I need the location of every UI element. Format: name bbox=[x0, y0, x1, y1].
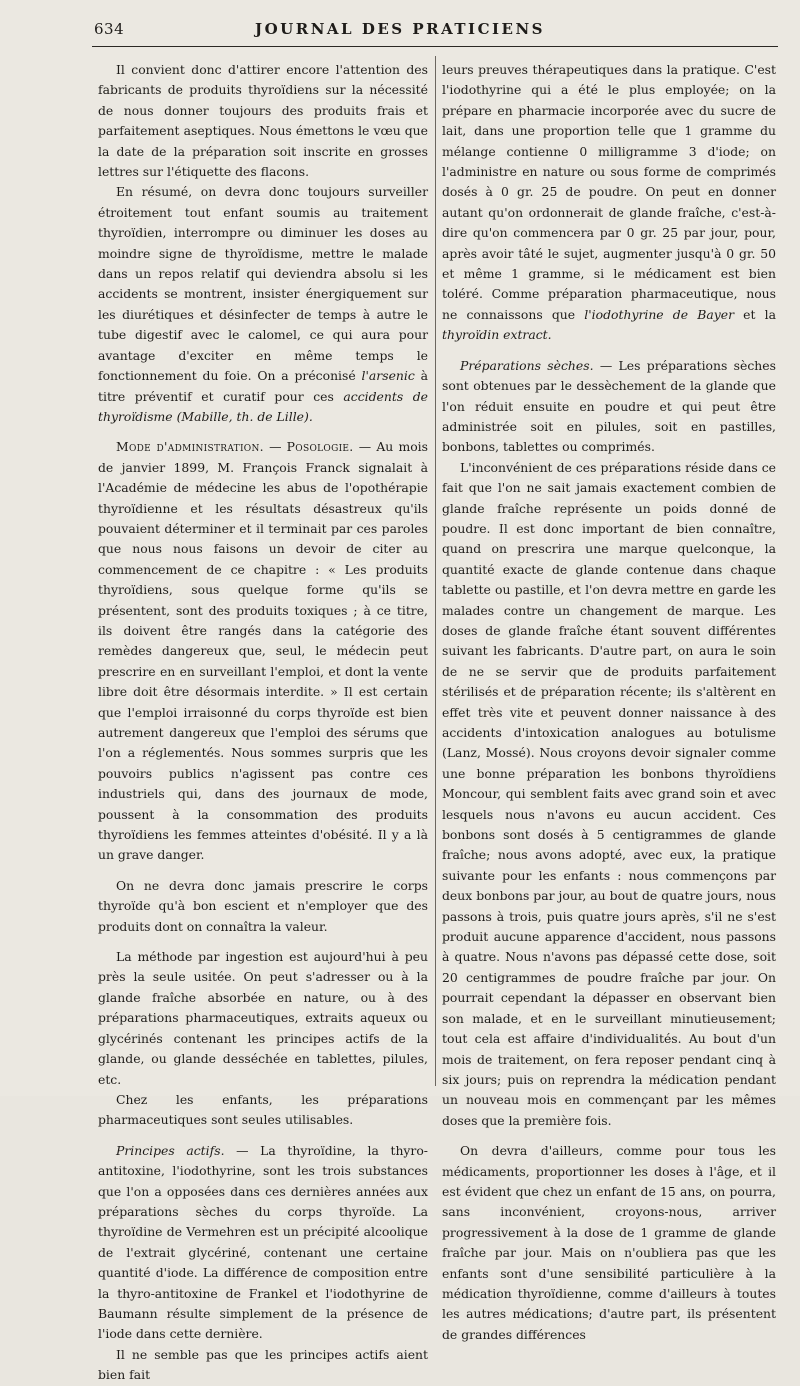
column-divider bbox=[435, 56, 436, 1086]
paragraph: L'inconvénient de ces préparations réside dans ce fait que l'on ne sait jamais exactement combien de glande fraîche représente un poids donné de poudre. Il est donc important de bien connaître, quand on prescrira une marque quelconque, la quantité exacte de glande contenue dans chaque tablette ou pastille, et l'on devra mettre en garde les malades contre un changement de marque. Les doses de glande fraîche étant souvent différentes suivant les fabricants. D'autre part, on aura le soin de ne se servir que de produits parfaitement stérilisés et de préparation récente; ils s'altèrent en effet très vite et peuvent donner naissance à des accidents d'intoxication analogues au botulisme (Lanz, Mossé). Nous croyons devoir signaler comme une bonne préparation les bonbons thyroïdiens Moncour, qui semblent faits avec grand soin et avec lesquels nous n'avons eu aucun accident. Ces bonbons sont dosés à 5 centigrammes de glande fraîche; nous avons adopté, avec eux, la pratique suivante pour les enfants : nous commençons par deux bonbons par jour, au bout de quatre jours, nous passons à trois, puis quatre jours après, s'il ne s'est produit aucune apparence d'accident, nous passons à quatre. Nous n'avons pas dépassé cette dose, soit 20 centigrammes de poudre fraîche par jour. On pourrait cependant la dépasser en observant bien son malade, et en le surveillant minutieusement; tout cela est affaire d'individualités. Au bout d'un mois de traitement, on fera reposer pendant cinq à six jours; puis on reprendra la médication pendant un nouveau mois en commençant par les mêmes doses que la première fois. bbox=[442, 459, 776, 1128]
section-heading: Posologie. bbox=[286, 439, 354, 455]
paragraph: On ne devra donc jamais prescrire le corps thyroïde qu'à bon escient et n'employer que des produits dont on connaîtra la valeur. bbox=[98, 877, 428, 934]
paragraph: Préparations sèches. — Les préparations sèches sont obtenues par le dessèchement de la glande que l'on réduit ensuite en poudre et qui peut être administrée soit en pilules, soit en pastilles, bonbons, tablettes ou comprimés. bbox=[442, 357, 776, 455]
paragraph: Il convient donc d'attirer encore l'attention des fabricants de produits thyroïdiens sur la nécessité de nous donner toujours des produits frais et parfaitement aseptiques. Nous émettons le vœu que la date de la préparation soit inscrite en grosses lettres sur l'étiquette des flacons. bbox=[98, 62, 428, 180]
page-number: 634 bbox=[94, 20, 125, 38]
left-column bbox=[98, 60, 428, 1386]
italic-reference: accidents de thyroïdisme (Mabille, th. de Lille). bbox=[98, 388, 428, 424]
paragraph: Il ne semble pas que les principes actifs aient bien fait bbox=[98, 1346, 428, 1383]
right-column bbox=[442, 60, 776, 1345]
italic-term: thyroïdin extract. bbox=[442, 327, 552, 343]
paragraph: leurs preuves thérapeutiques dans la pratique. C'est l'iodothyrine qui a été le plus employée; on la prépare en pharmacie incorporée avec du sucre de lait, dans une proportion telle que 1 gramme du mélange contienne 0 milligramme 3 d'iode; on l'administre en nature ou sous forme de comprimés dosés à 0 gr. 25 de poudre. On peut en donner autant qu'on ordonnerait de glande fraîche, c'est-à-dire qu'on commencera par 0 gr. 25 par jour, pour, après avoir tâté le sujet, augmenter jusqu'à 0 gr. 50 et même 1 gramme, si le médicament est bien toléré. Comme préparation pharmaceutique, nous ne connaissons que l'iodothyrine de Bayer et la thyroïdin extract. bbox=[442, 62, 776, 343]
italic-term: l'arsenic bbox=[361, 368, 415, 384]
italic-term: l'iodothyrine de Bayer bbox=[584, 306, 734, 322]
paragraph: On devra d'ailleurs, comme pour tous les médicaments, proportionner les doses à l'âge, et il est évident que chez un enfant de 15 ans, on pourra, sans inconvénient, croyons-nous, arriver progressivement à la dose de 1 gramme de glande fraîche par jour. Mais on n'oubliera pas que les enfants sont d'une sensibilité particulière à la médication thyroïdienne, comme d'ailleurs à toutes les autres médications; d'autre part, ils présentent de grandes différences bbox=[442, 1143, 776, 1342]
paragraph: En résumé, on devra donc toujours surveiller étroitement tout enfant soumis au traitement thyroïdien, interrompre ou diminuer les doses au moindre signe de thyroïdisme, mettre le malade dans un repos relatif qui deviendra absolu si les accidents se montrent, insister énergiquement sur les diurétiques et désinfecter de temps à autre le tube digestif avec le calomel, ce qui aura pour avantage d'exciter en même temps le fonctionnement du foie. On a préconisé l'arsenic à titre préventif et curatif pour ces accidents de thyroïdisme (Mabille, th. de Lille). bbox=[98, 184, 428, 424]
section-heading: Mode d'administration. bbox=[116, 439, 264, 455]
section-heading: Principes actifs. bbox=[116, 1142, 225, 1158]
paragraph: Chez les enfants, les préparations pharmaceutiques sont seules utilisables. bbox=[98, 1091, 428, 1128]
journal-title: JOURNAL DES PRATICIENS bbox=[255, 20, 545, 38]
header-rule bbox=[92, 46, 778, 47]
running-header bbox=[0, 0, 800, 50]
paragraph: La méthode par ingestion est aujourd'hui à peu près la seule usitée. On peut s'adresser ou à la glande fraîche absorbée en nature, ou à des préparations pharmaceutiques, extraits aqueux ou glycérinés contenant les principes actifs de la glande, ou glande desséchée en tablettes, pilules, etc. bbox=[98, 949, 428, 1087]
paragraph: Mode d'administration. — Posologie. — Au mois de janvier 1899, M. François Franck signalait à l'Académie de médecine les abus de l'opothérapie thyroïdienne et les résultats désastreux qu'ils pouvaient déterminer et il terminait par ces paroles que nous nous faisons un devoir de citer au commencement de ce chapitre : « Les produits thyroïdiens, sous quelque forme qu'ils se présentent, sont des produits toxiques ; à ce titre, ils doivent être rangés dans la catégorie des remèdes dangereux que, seul, le médecin peut prescrire en en surveillant l'emploi, et dont la vente libre doit être désormais interdite. » Il est certain que l'emploi irraisonné du corps thyroïde est bien autrement dangereux que l'emploi des sérums que l'on a réglementés. Nous sommes surpris que les pouvoirs publics n'agissent pas contre ces industriels qui, dans des journaux de mode, poussent à la consommation des produits thyroïdiens les femmes atteintes d'obésité. Il y a là un grave danger. bbox=[98, 439, 428, 863]
section-heading: Préparations sèches. bbox=[460, 357, 594, 373]
paragraph: Principes actifs. — La thyroïdine, la thyro-antitoxine, l'iodothyrine, sont les trois substances que l'on a opposées dans ces dernières années aux préparations sèches du corps thyroïde. La thyroïdine de Vermehren est un précipité alcoolique de l'extrait glycériné, contenant une certaine quantité d'iode. La différence de composition entre la thyro-antitoxine de Frankel et l'iodothyrine de Baumann résulte simplement de la présence de l'iode dans cette dernière. bbox=[98, 1142, 428, 1342]
